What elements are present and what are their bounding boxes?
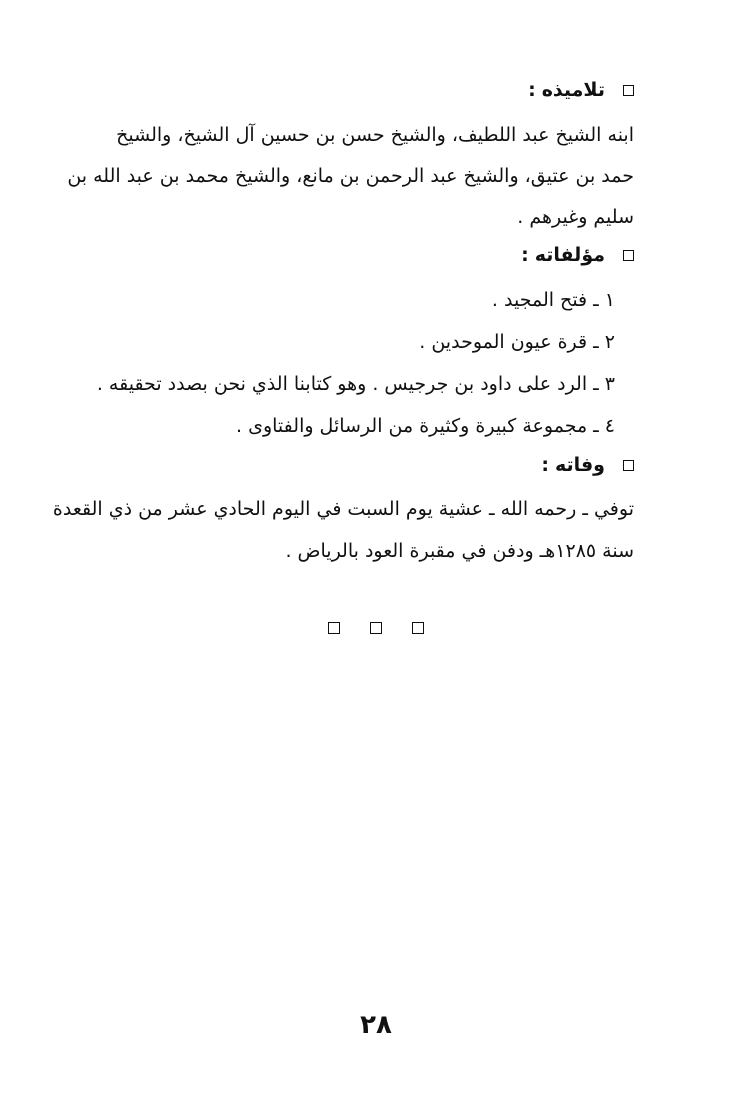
works-item-4: ٤ ـ مجموعة كبيرة وكثيرة من الرسائل والفتاوى . bbox=[236, 415, 615, 437]
works-item-1: ١ ـ فتح المجيد . bbox=[491, 289, 615, 311]
death-line-1: توفي ـ رحمه الله ـ عشية يوم السبت في اليوم الحادي عشر من ذي القعدة bbox=[52, 498, 634, 520]
death-heading-colon: : bbox=[541, 454, 549, 476]
death-heading-label: وفاته bbox=[554, 454, 605, 476]
page-number: ٢٨ bbox=[360, 1010, 392, 1040]
works-item-3: ٣ ـ الرد على داود بن جرجيس . وهو كتابنا الذي نحن بصدد تحقيقه . bbox=[96, 373, 615, 395]
students-line-2: حمد بن عتيق، والشيخ عبد الرحمن بن مانع، والشيخ محمد بن عبد الله بن bbox=[67, 165, 634, 187]
death-line-2: سنة ١٢٨٥هـ ودفن في مقبرة العود بالرياض . bbox=[285, 540, 634, 562]
square-bullet-icon bbox=[623, 250, 634, 261]
students-line-3: سليم وغيرهم . bbox=[517, 206, 634, 228]
square-separator-icon bbox=[370, 622, 382, 634]
works-heading bbox=[521, 240, 634, 270]
students-heading bbox=[528, 75, 634, 105]
square-bullet-icon bbox=[623, 460, 634, 471]
works-heading-colon: : bbox=[521, 244, 529, 266]
square-separator-icon bbox=[412, 622, 424, 634]
square-separator-icon bbox=[328, 622, 340, 634]
students-heading-colon: : bbox=[528, 79, 536, 101]
works-item-2: ٢ ـ قرة عيون الموحدين . bbox=[419, 331, 615, 353]
death-heading bbox=[541, 450, 634, 480]
works-heading-label: مؤلفاته bbox=[534, 244, 605, 266]
section-separator bbox=[0, 622, 752, 634]
students-line-1: ابنه الشيخ عبد اللطيف، والشيخ حسن بن حسين آل الشيخ، والشيخ bbox=[116, 124, 634, 146]
students-heading-label: تلاميذه bbox=[541, 79, 605, 101]
square-bullet-icon bbox=[623, 85, 634, 96]
